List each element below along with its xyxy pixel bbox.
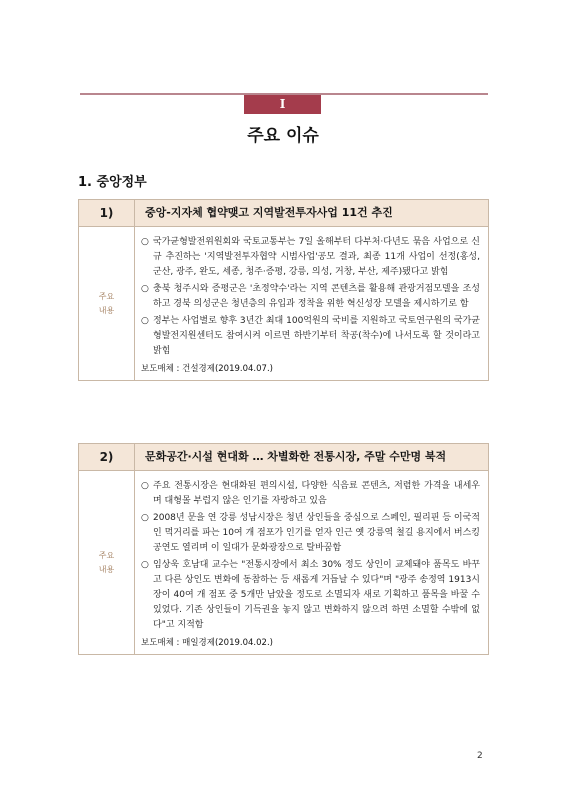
bullet-item bbox=[141, 235, 480, 280]
bullet-text: 정부는 사업별로 향후 3년간 최대 100억원의 국비를 지원하고 국토연구원의 국가균형발전지원센터도 참여시켜 이르면 하반기부터 착공(착수)에 나서도록 할 것이라고 밝힘 bbox=[153, 316, 480, 356]
side-label bbox=[79, 471, 135, 654]
bullet-text: 주요 전통시장은 현대화된 편의시설, 다양한 식음료 콘텐츠, 저렴한 가격을 내세우며 대형몰 부럽지 않은 인기를 자랑하고 있음 bbox=[153, 481, 480, 506]
news-content bbox=[135, 227, 488, 380]
news-item-header bbox=[79, 444, 488, 471]
source-citation: 보도매체 : 건설경제(2019.04.07.) bbox=[141, 364, 273, 374]
news-item-header bbox=[79, 200, 488, 227]
bullet-item bbox=[141, 511, 480, 556]
news-content bbox=[135, 471, 488, 654]
source-citation: 보도매체 : 매일경제(2019.04.02.) bbox=[141, 638, 273, 648]
bullet-text: 충북 청주시와 증평군은 '초정약수'라는 지역 콘텐츠를 활용해 관광거점모델을 조성하고 경북 의성군은 청년층의 유입과 정착을 위한 혁신성장 모델을 제시하기로 함 bbox=[153, 284, 480, 309]
chapter-title: 주요 이슈 bbox=[247, 126, 319, 146]
circle-bullet-icon: ○ bbox=[141, 237, 149, 247]
circle-bullet-icon: ○ bbox=[141, 481, 149, 491]
bullet-item bbox=[141, 479, 480, 509]
news-item-body bbox=[79, 227, 488, 380]
bullet-text: 국가균형발전위원회와 국토교통부는 7일 올해부터 다부처·다년도 묶음 사업으로 신규 추진하는 '지역발전투자협약 시범사업'공모 결과, 최종 11개 사업이 선정(홍성, 군산, 광주, 완도, 세종, 청주·증평, 강릉, 의성, 거창, 부산, 제주)됐다고 밝힘 bbox=[153, 237, 480, 277]
page-number: 2 bbox=[477, 751, 483, 761]
side-label-line: 주요 bbox=[98, 550, 115, 560]
news-item-title: 중앙-지자체 협약맺고 지역발전투자사업 11건 추진 bbox=[145, 206, 393, 219]
bullet-text: 임상욱 호남대 교수는 "전통시장에서 최소 30% 정도 상인이 교체돼야 품목도 바꾸고 다른 상인도 변화에 동참하는 등 새롭게 거듭날 수 있다"며 "광주 송정역 1913시장이 40여 개 점포 중 5개만 남았을 정도로 소멸되자 새로 기획하고 품목을 바꿀 수 있었다. 기존 상인들이 기득권을 놓지 않고 변화하지 않으려 하면 소멸할 수밖에 없다"고 지적함 bbox=[153, 560, 480, 630]
bullet-item bbox=[141, 314, 480, 359]
news-item-2 bbox=[78, 443, 489, 655]
circle-bullet-icon: ○ bbox=[141, 513, 149, 523]
side-label bbox=[79, 227, 135, 380]
side-label-line: 주요 bbox=[98, 291, 115, 301]
bullet-item bbox=[141, 558, 480, 633]
news-item-1 bbox=[78, 199, 489, 381]
news-item-number: 1) bbox=[79, 200, 135, 226]
news-item-title: 문화공간·시설 현대화 … 차별화한 전통시장, 주말 수만명 북적 bbox=[145, 450, 447, 463]
circle-bullet-icon: ○ bbox=[141, 560, 149, 570]
circle-bullet-icon: ○ bbox=[141, 284, 149, 294]
news-item-body bbox=[79, 471, 488, 654]
news-item-number: 2) bbox=[79, 444, 135, 470]
side-label-line: 내용 bbox=[98, 305, 115, 315]
side-label-line: 내용 bbox=[98, 564, 115, 574]
chapter-number-badge: I bbox=[244, 95, 321, 114]
bullet-text: 2008년 문을 연 강릉 성남시장은 청년 상인들을 중심으로 스페인, 필리핀 등 이국적인 먹거리를 파는 10여 개 점포가 인기를 얻자 인근 옛 강릉역 철길 용지에서 버스킹 공연도 열리며 이 일대가 문화광장으로 탈바꿈함 bbox=[153, 513, 480, 553]
circle-bullet-icon: ○ bbox=[141, 316, 149, 326]
bullet-item bbox=[141, 282, 480, 312]
section-heading: 1. 중앙정부 bbox=[78, 175, 147, 190]
